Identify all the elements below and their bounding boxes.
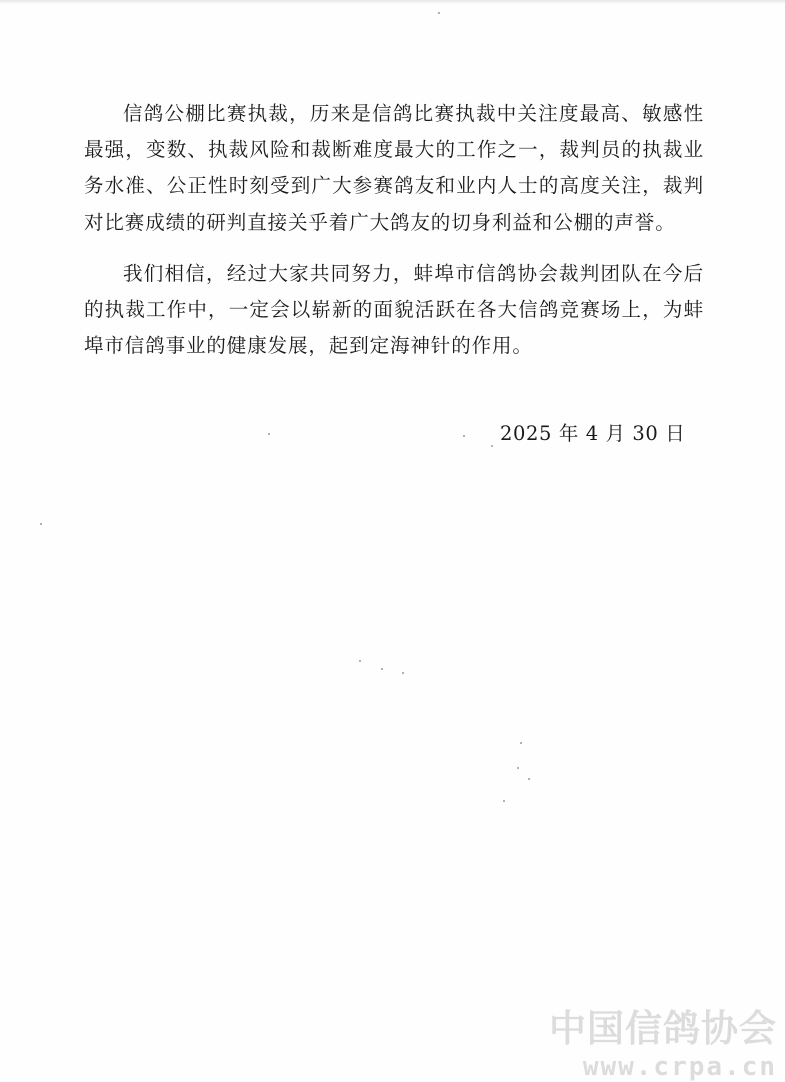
document-date: 2025 年 4 月 30 日 [500, 422, 686, 445]
scan-edge [0, 0, 785, 4]
scan-speck [359, 660, 361, 662]
scan-speck [520, 742, 522, 744]
scan-speck [438, 12, 440, 14]
scan-speck [381, 668, 383, 670]
body-paragraph-1: 信鸽公棚比赛执裁，历来是信鸽比赛执裁中关注度最高、敏感性最强，变数、执裁风险和裁断难度最大的工作之一，裁判员的执裁业务水准、公正性时刻受到广大参赛鸽友和业内人士的高度关注，裁判对比赛成绩的研判直接关乎着广大鸽友的切身利益和公棚的声誉。 [84, 102, 704, 234]
scan-speck [528, 778, 530, 780]
scan-speck [402, 672, 404, 674]
body-paragraph-2: 我们相信，经过大家共同努力，蚌埠市信鸽协会裁判团队在今后的执裁工作中，一定会以崭新的面貌活跃在各大信鸽竞赛场上，为蚌埠市信鸽事业的健康发展，起到定海神针的作用。 [84, 262, 704, 358]
scan-speck [463, 435, 465, 437]
scan-speck [503, 800, 505, 802]
watermark-title: 中国信鸽协会 [549, 1007, 777, 1050]
watermark-url: www.crpa.cn [582, 1052, 777, 1082]
scan-speck [40, 523, 42, 525]
scan-speck [268, 433, 270, 435]
watermark [549, 1006, 777, 1082]
scan-speck [517, 767, 519, 769]
scan-speck [491, 445, 493, 447]
